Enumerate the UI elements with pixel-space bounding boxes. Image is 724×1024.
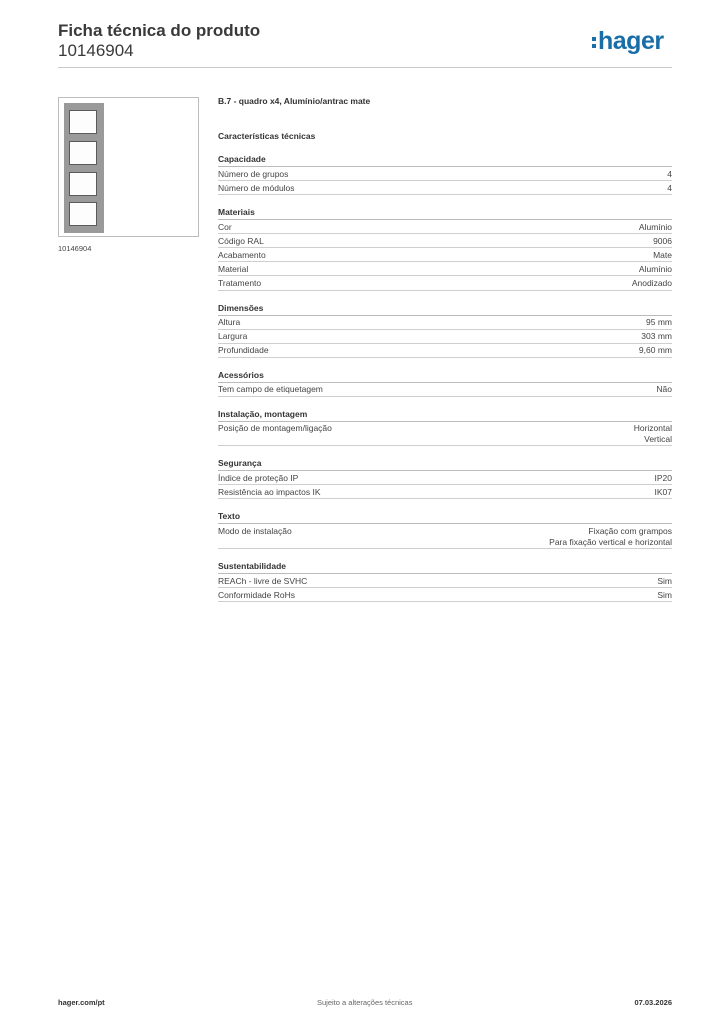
spec-group-title: Instalação, montagem: [218, 409, 672, 422]
spec-value: [639, 264, 672, 275]
spec-row: [218, 248, 672, 262]
spec-value-line: 95 mm: [646, 317, 672, 328]
spec-label: Altura: [218, 317, 241, 328]
spec-label: Acabamento: [218, 249, 266, 260]
spec-value-line: IK07: [654, 487, 672, 497]
image-caption: 10146904: [58, 244, 92, 253]
spec-content: [218, 95, 672, 602]
spec-row: [218, 422, 672, 446]
spec-label: Posição de montagem/ligação: [218, 423, 332, 434]
spec-value: [653, 250, 672, 261]
spec-value-line: 4: [667, 168, 672, 179]
spec-group-title: Capacidade: [218, 154, 672, 167]
frame-slot: [69, 141, 97, 165]
specs-heading: Características técnicas: [218, 131, 316, 141]
spec-value: [657, 576, 672, 587]
spec-value-line: Anodizado: [631, 278, 672, 289]
spec-row: [218, 588, 672, 602]
hager-logo: [592, 27, 664, 55]
spec-value: [641, 331, 672, 342]
spec-value-line: Alumínio: [638, 263, 672, 274]
spec-row: [218, 344, 672, 358]
spec-value: [657, 590, 672, 601]
spec-value-line: Sim: [657, 575, 672, 586]
footer-note: Sujeito a alterações técnicas: [317, 998, 413, 1007]
spec-label: Cor: [218, 221, 232, 232]
frame-slot: [69, 202, 97, 226]
spec-value-line: 303 mm: [641, 331, 672, 342]
frame-slot: [69, 110, 97, 134]
logo-dots-icon: [592, 34, 596, 51]
frame-quadruple-icon: [64, 103, 104, 233]
spec-value-line: Fixação com grampos: [588, 526, 672, 537]
spec-label: REACh - livre de SVHC: [218, 575, 308, 586]
product-name: B.7 - quadro x4, Alumínio/antrac mate: [218, 96, 371, 106]
spec-value: [646, 317, 672, 328]
spec-row: [218, 485, 672, 499]
spec-group-title: Dimensões: [218, 303, 672, 316]
page-title: Ficha técnica do produto: [58, 21, 261, 40]
product-image: [58, 97, 199, 237]
spec-row: [218, 574, 672, 588]
spec-row: [218, 167, 672, 181]
page-header: [58, 21, 260, 61]
logo-text: hager: [598, 27, 664, 55]
spec-group: [218, 303, 672, 358]
product-number: 10146904: [58, 41, 134, 60]
spec-group-title: Acessórios: [218, 370, 672, 383]
spec-label: Resistência ao impactos IK: [218, 487, 321, 497]
spec-row: [218, 330, 672, 344]
spec-label: Código RAL: [218, 235, 264, 246]
header-divider: [58, 67, 672, 68]
spec-groups: [218, 154, 672, 602]
spec-label: Material: [218, 263, 249, 274]
spec-value: [634, 423, 672, 444]
spec-value: [655, 473, 673, 484]
spec-group: [218, 154, 672, 195]
spec-row: [218, 383, 672, 397]
spec-group-title: Segurança: [218, 458, 672, 471]
spec-group-title: Texto: [218, 511, 672, 524]
spec-value: [549, 526, 672, 547]
spec-value-line: Alumínio: [638, 221, 672, 232]
spec-row: [218, 181, 672, 195]
spec-value-line: Para fixação vertical e horizontal: [549, 536, 672, 547]
spec-group: [218, 207, 672, 290]
spec-group: [218, 409, 672, 446]
footer-date: 07.03.2026: [634, 998, 672, 1007]
spec-label: Tem campo de etiquetagem: [218, 384, 323, 395]
spec-value-line: 9,60 mm: [638, 345, 672, 356]
spec-value-line: 4: [667, 182, 672, 193]
spec-row: [218, 276, 672, 290]
spec-group: [218, 458, 672, 499]
spec-row: [218, 471, 672, 485]
spec-group: [218, 561, 672, 602]
spec-label: Largura: [218, 331, 248, 342]
spec-label: Número de grupos: [218, 168, 289, 179]
spec-value: [639, 222, 672, 233]
spec-label: Índice de proteção IP: [218, 472, 299, 483]
spec-value-line: IP20: [654, 472, 672, 483]
spec-label: Conformidade RoHs: [218, 589, 296, 600]
spec-row: [218, 234, 672, 248]
spec-value: [632, 278, 672, 289]
footer-website: hager.com/pt: [58, 998, 105, 1007]
spec-value-line: Vertical: [644, 434, 672, 445]
spec-value-line: Horizontal: [633, 423, 672, 434]
spec-value: [653, 236, 672, 247]
spec-group: [218, 511, 672, 548]
spec-value-line: 9006: [653, 235, 672, 246]
spec-value: [667, 169, 672, 180]
spec-value-line: Mate: [653, 249, 672, 260]
spec-label: Número de módulos: [218, 182, 295, 193]
spec-value-line: Sim: [657, 589, 672, 600]
spec-label: Tratamento: [218, 278, 262, 289]
spec-group-title: Sustentabilidade: [218, 561, 672, 574]
spec-group: [218, 370, 672, 397]
spec-group-title: Materiais: [218, 207, 672, 220]
spec-value: [655, 487, 673, 498]
spec-label: Modo de instalação: [218, 526, 292, 537]
spec-row: [218, 220, 672, 234]
spec-value-line: Não: [656, 384, 672, 395]
spec-row: [218, 524, 672, 548]
spec-row: [218, 316, 672, 330]
spec-value: [667, 183, 672, 194]
spec-value: [639, 345, 672, 356]
spec-value: [656, 384, 672, 395]
spec-row: [218, 262, 672, 276]
spec-label: Profundidade: [218, 345, 269, 356]
frame-slot: [69, 172, 97, 196]
